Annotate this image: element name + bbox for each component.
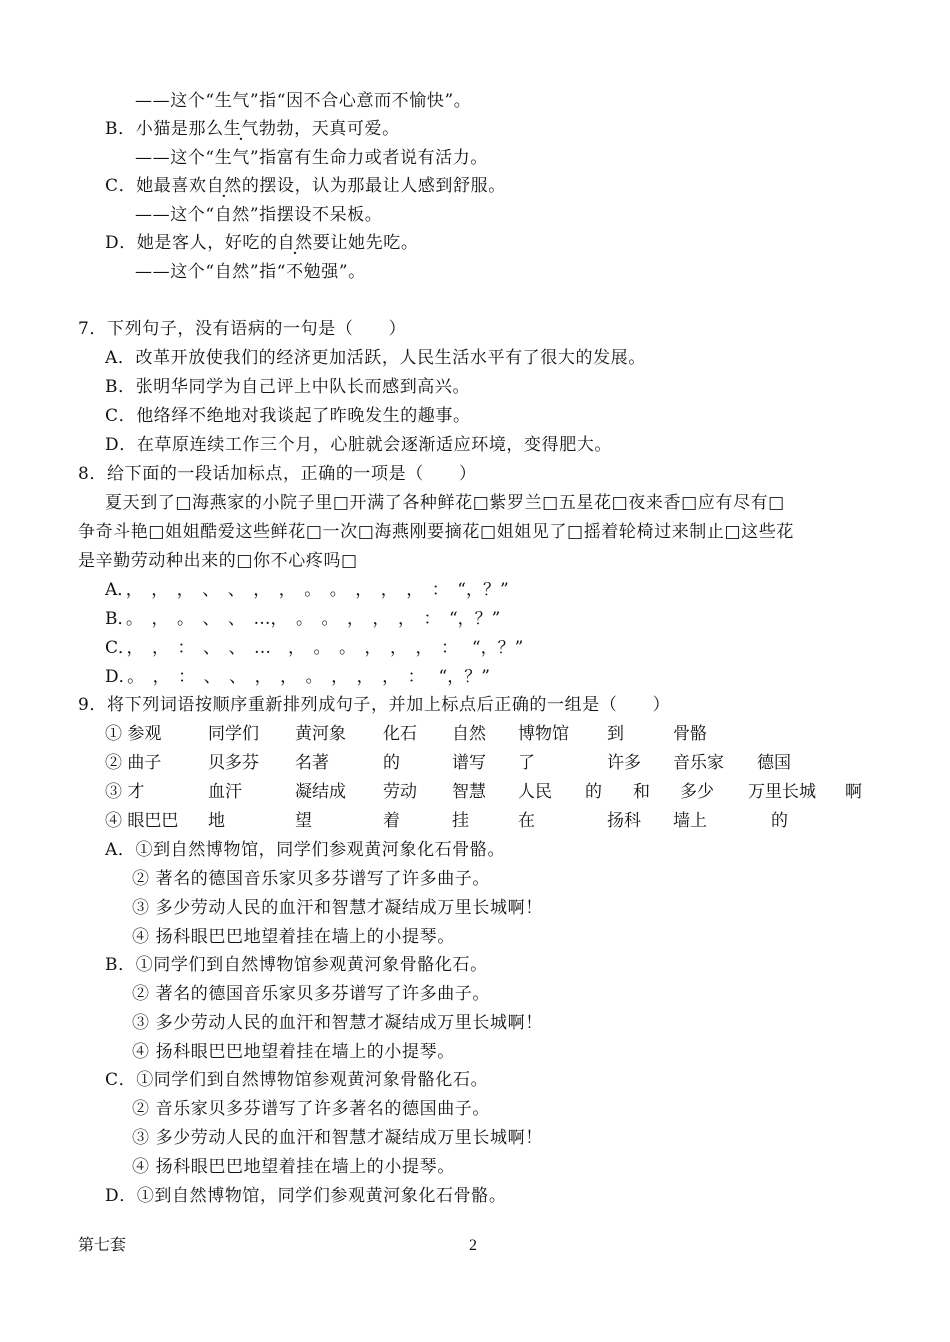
q7-option-d: D．在草原连续工作三个月，心脏就会逐渐适应环境，变得肥大。 <box>105 435 613 455</box>
word-cell: 谱写 <box>452 753 486 773</box>
q8-passage-line-3: 是辛勤劳动种出来的□你不心疼吗□ <box>78 551 358 571</box>
q9-option-b-4: ④ 扬科眼巴巴地望着挂在墙上的小提琴。 <box>132 1042 455 1062</box>
q6-option-b <box>105 118 400 140</box>
word-cell: 凝结成 <box>295 782 346 802</box>
word-cell: ③ 才 <box>105 782 145 802</box>
q9-word-row-2 <box>105 752 885 774</box>
q7-stem: 7．下列句子，没有语病的一句是（ ） <box>78 319 407 339</box>
word-cell: 劳动 <box>383 782 417 802</box>
word-cell: 博物馆 <box>518 724 569 744</box>
word-cell: ④ 眼巴巴 <box>105 811 179 831</box>
word-cell: 望 <box>295 811 312 831</box>
q6-b-word: 生气 <box>223 119 259 139</box>
word-cell: ① 参观 <box>105 724 162 744</box>
word-cell: 地 <box>208 811 225 831</box>
set-label: 第七套 <box>78 1237 127 1254</box>
q8-option-d: D．。 ， ： 、 、 ， ， 。 ， ， ， ： “，？” <box>105 667 490 687</box>
q6-d-prefix: D．她是客人，好吃的 <box>105 233 278 253</box>
page-number: 2 <box>469 1237 477 1254</box>
q6-c-explanation: ——这个“自然”指摆设不呆板。 <box>135 205 383 225</box>
q6-d-explanation: ——这个“自然”指“不勉强”。 <box>135 262 366 282</box>
q6-d-emphasized-word <box>278 232 313 254</box>
word-cell: ② 曲子 <box>105 753 162 773</box>
q9-option-a-3: ③ 多少劳动人民的血汗和智慧才凝结成万里长城啊！ <box>132 898 543 918</box>
q9-option-c-2: ② 音乐家贝多芬谱写了许多著名的德国曲子。 <box>132 1099 491 1119</box>
word-cell: 万里长城 <box>748 782 816 802</box>
q9-option-c-4: ④ 扬科眼巴巴地望着挂在墙上的小提琴。 <box>132 1157 455 1177</box>
q6-d-suffix: 要让她先吃。 <box>312 233 419 253</box>
word-cell: 和 <box>633 782 650 802</box>
q9-option-a-2: ② 著名的德国音乐家贝多芬谱写了许多曲子。 <box>132 869 491 889</box>
word-cell: 了 <box>518 753 535 773</box>
q7-option-c: C．他络绎不绝地对我谈起了昨晚发生的趣事。 <box>105 406 471 426</box>
q9-stem: 9．将下列词语按顺序重新排列成句子，并加上标点后正确的一组是（ ） <box>78 695 671 715</box>
q6-option-c <box>105 175 506 197</box>
q6-option-d <box>105 232 418 254</box>
q8-passage-line-2: 争奇斗艳□姐姐酷爱这些鲜花□一次□海燕刚要摘花□姐姐见了□摇着轮椅过来制止□这些花 <box>78 522 794 542</box>
q6-b-emphasized-word <box>224 118 259 140</box>
q9-option-c-1: C．①同学们到自然博物馆参观黄河象骨骼化石。 <box>105 1070 489 1090</box>
q9-option-a-4: ④ 扬科眼巴巴地望着挂在墙上的小提琴。 <box>132 927 455 947</box>
q8-option-c: C．， ， ： 、 、 … ， 。 。 ， ， ， ： “，？” <box>105 638 524 658</box>
word-cell: 骨骼 <box>673 724 707 744</box>
q8-option-b: B．。 ， 。 、 、 …， 。 。 ， ， ， ： “，？” <box>105 609 501 629</box>
q9-word-row-1 <box>105 723 885 745</box>
word-cell: 的 <box>771 811 788 831</box>
word-cell: 墙上 <box>673 811 707 831</box>
q9-word-row-4 <box>105 810 885 832</box>
word-cell: 挂 <box>452 811 469 831</box>
q7-option-b: B．张明华同学为自己评上中队长而感到高兴。 <box>105 377 471 397</box>
word-cell: 的 <box>383 753 400 773</box>
word-cell: 名著 <box>295 753 329 773</box>
q9-option-a-1: A．①到自然博物馆，同学们参观黄河象化石骨骼。 <box>105 840 506 860</box>
q6-d-word: 自然 <box>277 233 313 253</box>
q6-c-word: 自然 <box>206 176 242 196</box>
q9-option-c-3: ③ 多少劳动人民的血汗和智慧才凝结成万里长城啊！ <box>132 1128 543 1148</box>
word-cell: 智慧 <box>452 782 486 802</box>
word-cell: 到 <box>607 724 624 744</box>
word-cell: 扬科 <box>607 811 641 831</box>
q9-option-b-2: ② 著名的德国音乐家贝多芬谱写了许多曲子。 <box>132 984 491 1004</box>
word-cell: 音乐家 <box>673 753 724 773</box>
q6-c-prefix: C．她最喜欢 <box>105 176 207 196</box>
q9-word-row-3 <box>105 781 885 803</box>
q6-a-explanation: ——这个“生气”指“因不合心意而不愉快”。 <box>135 91 472 111</box>
word-cell: 着 <box>383 811 400 831</box>
word-cell: 血汗 <box>208 782 242 802</box>
word-cell: 化石 <box>383 724 417 744</box>
q6-c-suffix: 的摆设，认为那最让人感到舒服。 <box>241 176 506 196</box>
q8-stem: 8．给下面的一段话加标点，正确的一项是（ ） <box>78 464 477 484</box>
q6-b-prefix: B．小猫是那么 <box>105 119 224 139</box>
q9-option-b-1: B．①同学们到自然博物馆参观黄河象骨骼化石。 <box>105 955 488 975</box>
q6-b-suffix: 勃勃，天真可爱。 <box>258 119 400 139</box>
q9-option-d-1: D．①到自然博物馆，同学们参观黄河象化石骨骼。 <box>105 1186 507 1206</box>
q7-option-a: A．改革开放使我们的经济更加活跃，人民生活水平有了很大的发展。 <box>105 348 646 368</box>
q8-option-a: A．， ， ， 、 、 ， ， 。 。 ， ， ， ： “，？” <box>105 580 509 600</box>
q6-b-explanation: ——这个“生气”指富有生命力或者说有活力。 <box>135 148 488 168</box>
word-cell: 人民 <box>518 782 552 802</box>
q8-passage-line-1: 夏天到了□海燕家的小院子里□开满了各种鲜花□紫罗兰□五星花□夜来香□应有尽有□ <box>105 493 785 513</box>
word-cell: 同学们 <box>208 724 259 744</box>
word-cell: 德国 <box>757 753 791 773</box>
word-cell: 黄河象 <box>295 724 346 744</box>
word-cell: 的 <box>585 782 602 802</box>
q9-option-b-3: ③ 多少劳动人民的血汗和智慧才凝结成万里长城啊！ <box>132 1013 543 1033</box>
word-cell: 啊 <box>845 782 862 802</box>
word-cell: 许多 <box>607 753 641 773</box>
word-cell: 贝多芬 <box>208 753 259 773</box>
word-cell: 自然 <box>452 724 486 744</box>
word-cell: 多少 <box>680 782 714 802</box>
word-cell: 在 <box>518 811 535 831</box>
q6-c-emphasized-word <box>207 175 242 197</box>
